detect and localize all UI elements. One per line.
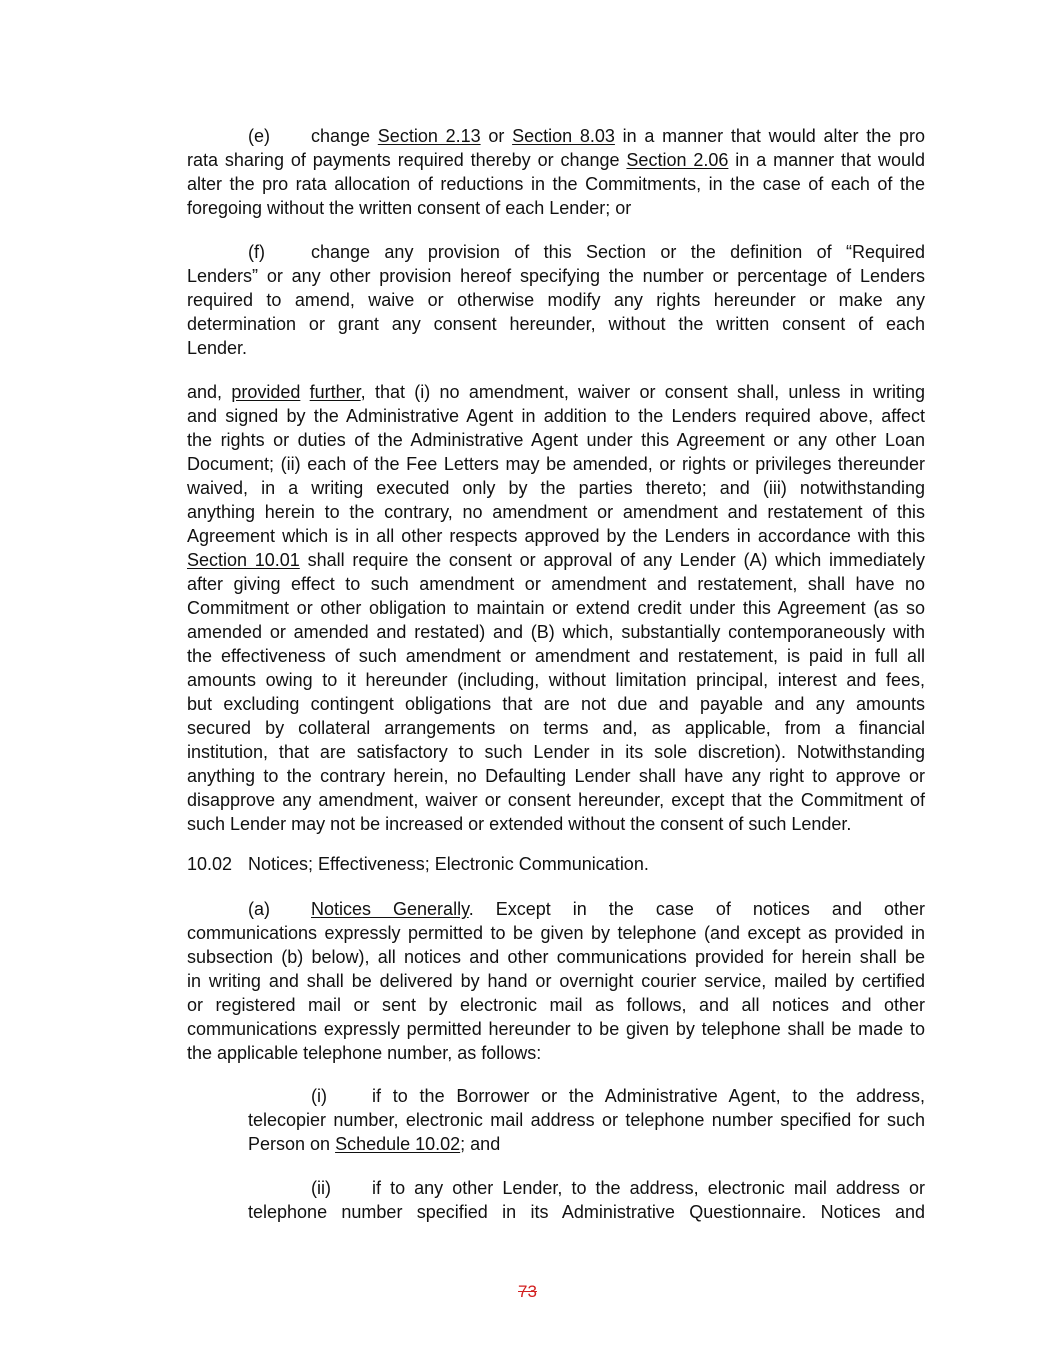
text-line: (f) change any provision of this Section or the definition of “Required	[248, 242, 925, 262]
text-line: Commitment or other obligation to maintain or extend credit under this Agreement (as so	[187, 598, 925, 618]
caption-notices-generally: Notices Generally	[311, 899, 469, 919]
text-line: Document; (ii) each of the Fee Letters may be amended, or rights or privileges thereunder	[187, 454, 925, 474]
text-line: (a) Notices Generally. Except in the case of notices and other	[248, 899, 925, 919]
text-line: the applicable telephone number, as follows:	[187, 1043, 542, 1063]
paragraph-a	[187, 897, 925, 1065]
text-line: waived, in a writing executed only by the parties thereto; and (iii) notwithstanding	[187, 478, 925, 498]
text-line: Lender.	[187, 338, 248, 358]
text-line: anything herein to the contrary, no amendment or amendment and restatement of this	[187, 502, 925, 522]
clause-marker: (i)	[311, 1086, 327, 1106]
text-line: foregoing without the written consent of each Lender; or	[187, 198, 632, 218]
text-line: telecopier number, electronic mail address or telephone number specified for such	[248, 1110, 925, 1130]
text-line: communications expressly permitted to be given by telephone (and except as provided in	[187, 923, 925, 943]
text-line: but excluding contingent obligations that are not due and payable and any amounts	[187, 694, 925, 714]
text-line: disapprove any amendment, waiver or consent hereunder, except that the Commitment of	[187, 790, 925, 810]
section-reference-link: Section 10.01	[187, 550, 300, 570]
section-heading	[187, 852, 649, 876]
text-line: the effectiveness of such amendment or amendment and restatement, is paid in full all	[187, 646, 925, 666]
clause-marker: (a)	[248, 899, 270, 919]
text-line: amounts owing to it hereunder (including, without limitation principal, interest and fees,	[187, 670, 925, 690]
text-line: (ii) if to any other Lender, to the address, electronic mail address or	[311, 1178, 925, 1198]
text-line: such Lender may not be increased or extended without the consent of such Lender.	[187, 814, 852, 834]
text-line: subsection (b) below), all notices and other communications provided for herein shall be	[187, 947, 925, 967]
text-line: communications expressly permitted hereunder to be given by telephone shall be made to	[187, 1019, 925, 1039]
paragraph-f	[187, 240, 925, 360]
provided-term: provided	[231, 382, 301, 402]
text-line: Agreement which is in all other respects approved by the Lenders in accordance with this	[187, 526, 925, 546]
text-line: rata sharing of payments required thereby or change Section 2.06 in a manner that would	[187, 150, 925, 170]
text-line: secured by collateral arrangements on terms and, as applicable, from a financial	[187, 718, 925, 738]
section-reference-link: Section 8.03	[512, 126, 615, 146]
paragraph-proviso	[187, 380, 925, 836]
text-line: determination or grant any consent hereunder, without the written consent of each	[187, 314, 925, 334]
text-line: institution, that are satisfactory to such Lender in its sole discretion). Notwithstanding	[187, 742, 925, 762]
section-reference-link: Section 2.13	[377, 126, 481, 146]
text-line: telephone number specified in its Administrative Questionnaire. Notices and	[248, 1202, 925, 1222]
paragraph-e	[187, 124, 925, 220]
text-line: amended or amended and restated) and (B) which, substantially contemporaneously with	[187, 622, 925, 642]
section-title: Notices; Effectiveness; Electronic Communication.	[248, 854, 649, 874]
text-line: anything to the contrary herein, no Defaulting Lender shall have any right to approve or	[187, 766, 925, 786]
paragraph-i	[248, 1084, 925, 1156]
text-line: and signed by the Administrative Agent in addition to the Lenders required above, affect	[187, 406, 925, 426]
text-line: required to amend, waive or otherwise modify any rights hereunder or make any	[187, 290, 925, 310]
text-line: after giving effect to such amendment or amendment and restatement, shall have no	[187, 574, 925, 594]
schedule-reference-link: Schedule 10.02	[335, 1134, 461, 1154]
clause-marker: (ii)	[311, 1178, 331, 1198]
text-line: Lenders” or any other provision hereof specifying the number or percentage of Lenders	[187, 266, 925, 286]
paragraph-ii	[248, 1176, 925, 1224]
text-line: in writing and shall be delivered by hand or overnight courier service, mailed by certified	[187, 971, 925, 991]
clause-marker: (f)	[248, 242, 265, 262]
text-line: (e) change Section 2.13 or Section 8.03 in a manner that would alter the pro	[248, 126, 925, 146]
page-number: 73	[518, 1282, 537, 1301]
clause-marker: (e)	[248, 126, 270, 146]
text-line: or registered mail or sent by electronic mail as follows, and all notices and other	[187, 995, 925, 1015]
further-term: further	[309, 382, 361, 402]
text-line: Person on Schedule 10.02; and	[248, 1134, 501, 1154]
text-line: Section 10.01 shall require the consent or approval of any Lender (A) which immediately	[187, 550, 925, 570]
text-line: alter the pro rata allocation of reductions in the Commitments, in the case of each of the	[187, 174, 925, 194]
text-line: the rights or duties of the Administrative Agent under this Agreement or any other Loan	[187, 430, 925, 450]
section-number: 10.02	[187, 854, 233, 874]
text-line: (i) if to the Borrower or the Administrative Agent, to the address,	[311, 1086, 925, 1106]
text-line: and, provided further, that (i) no amendment, waiver or consent shall, unless in writing	[187, 382, 925, 402]
section-reference-link: Section 2.06	[626, 150, 729, 170]
